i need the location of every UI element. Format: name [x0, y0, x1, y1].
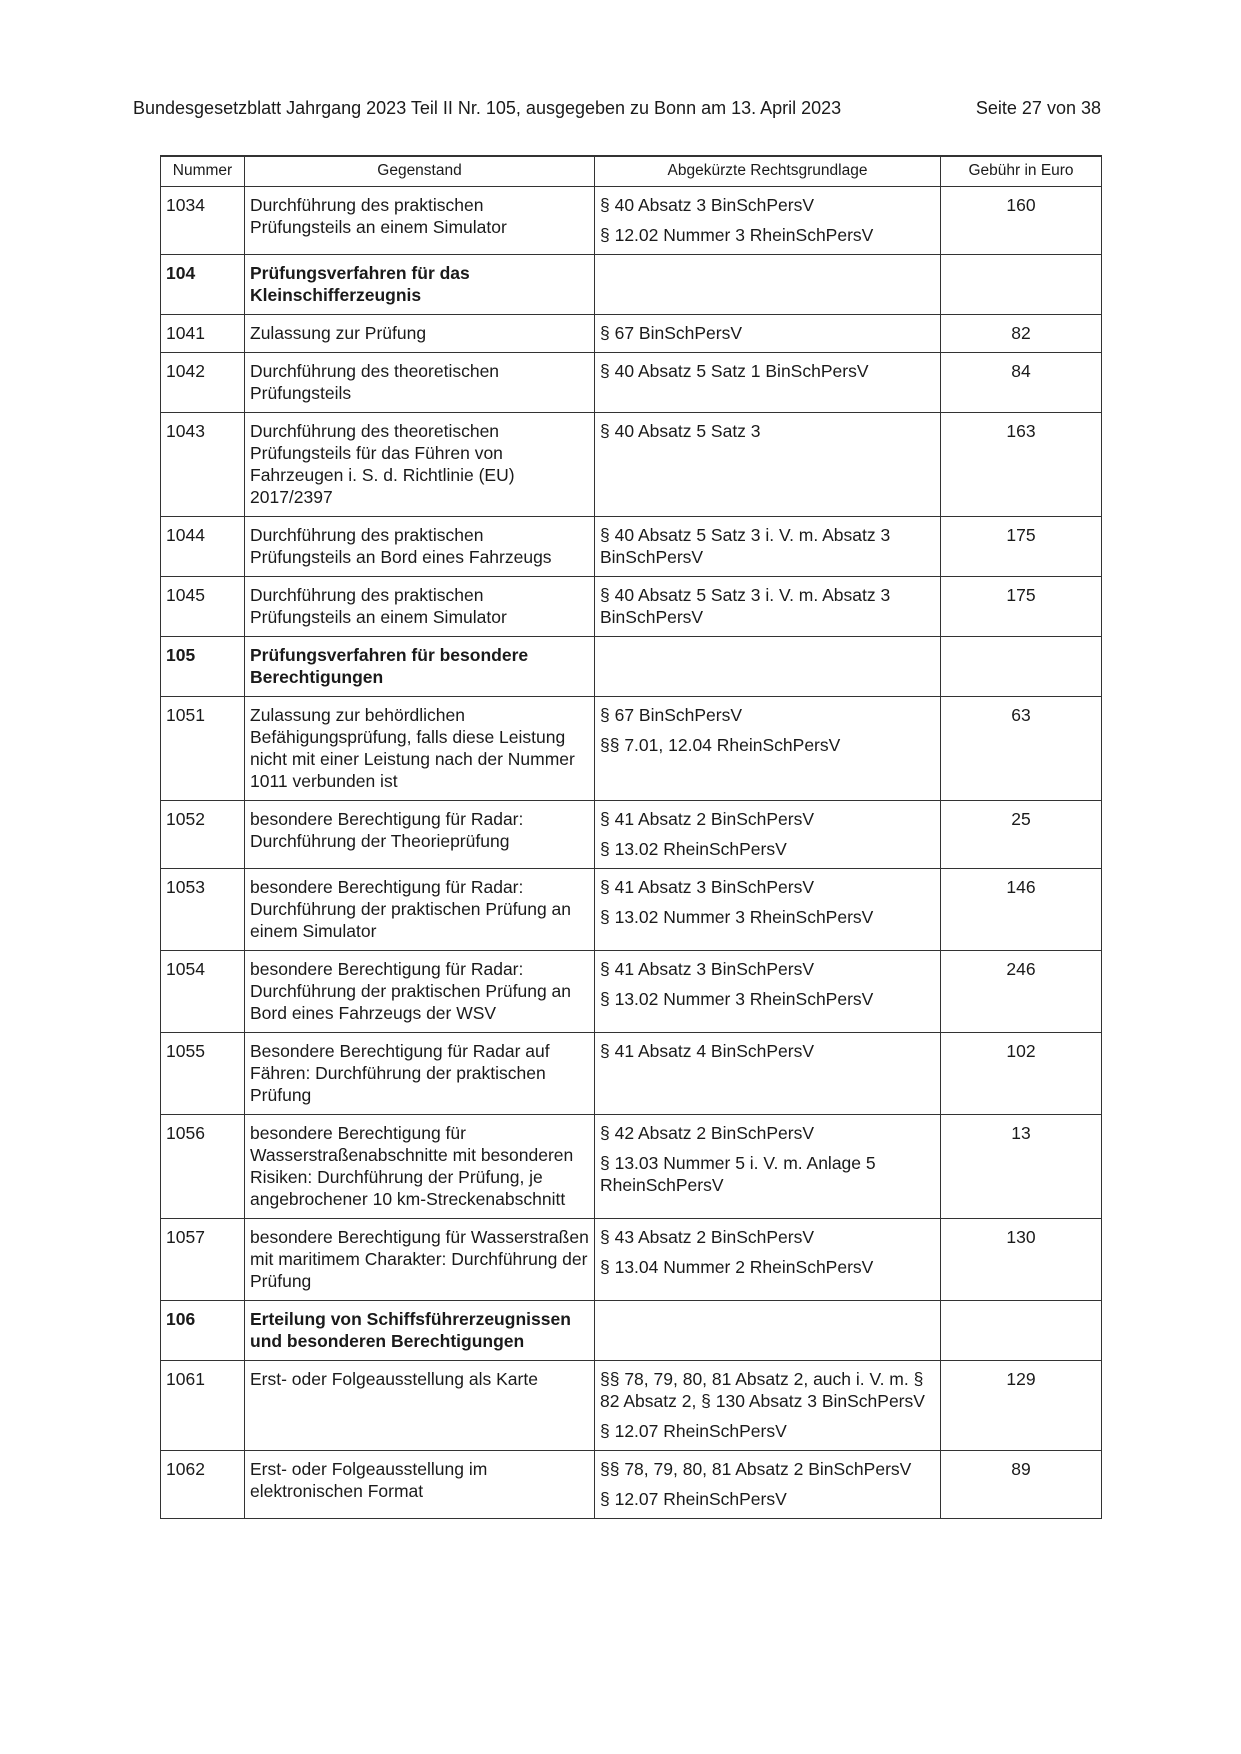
legal-basis-line: §§ 78, 79, 80, 81 Absatz 2 BinSchPersV	[600, 1459, 912, 1479]
row-subject: Durchführung des praktischen Prüfungsteils an einem Simulator	[245, 187, 595, 255]
table-header-row	[161, 156, 1102, 187]
legal-basis-line: § 13.02 Nummer 3 RheinSchPersV	[600, 989, 874, 1009]
legal-basis-line: § 67 BinSchPersV	[600, 323, 743, 343]
row-fee: 129	[941, 1361, 1102, 1451]
row-subject: Durchführung des theoretischen Prüfungsteils für das Führen von Fahrzeugen i. S. d. Richtlinie (EU) 2017/2397	[245, 413, 595, 517]
row-number: 1062	[161, 1451, 245, 1519]
row-number: 106	[161, 1301, 245, 1361]
row-fee: 175	[941, 517, 1102, 577]
row-legal-basis	[595, 1219, 941, 1301]
fee-table	[160, 155, 1102, 1519]
row-fee: 130	[941, 1219, 1102, 1301]
table-row	[161, 697, 1102, 801]
row-subject: Durchführung des theoretischen Prüfungsteils	[245, 353, 595, 413]
row-number: 104	[161, 255, 245, 315]
table-row	[161, 1361, 1102, 1451]
legal-basis-line: § 12.02 Nummer 3 RheinSchPersV	[600, 225, 874, 245]
gazette-reference: Bundesgesetzblatt Jahrgang 2023 Teil II Nr. 105, ausgegeben zu Bonn am 13. April 2023	[133, 98, 842, 118]
row-fee	[941, 255, 1102, 315]
row-number: 1042	[161, 353, 245, 413]
table-row	[161, 517, 1102, 577]
row-number: 1045	[161, 577, 245, 637]
legal-basis-line: § 42 Absatz 2 BinSchPersV	[600, 1123, 815, 1143]
legal-basis-line: § 41 Absatz 3 BinSchPersV	[600, 877, 815, 897]
page-header	[133, 97, 1101, 119]
column-header-fee: Gebühr in Euro	[941, 156, 1102, 187]
row-number: 1056	[161, 1115, 245, 1219]
legal-basis-line: § 40 Absatz 3 BinSchPersV	[600, 195, 815, 215]
legal-basis-line: § 41 Absatz 2 BinSchPersV	[600, 809, 815, 829]
row-subject: Durchführung des praktischen Prüfungsteils an einem Simulator	[245, 577, 595, 637]
row-subject: besondere Berechtigung für Radar: Durchführung der praktischen Prüfung an Bord eines Fahrzeugs der WSV	[245, 951, 595, 1033]
table-row	[161, 1115, 1102, 1219]
row-subject: Erst- oder Folgeausstellung als Karte	[245, 1361, 595, 1451]
row-number: 1057	[161, 1219, 245, 1301]
table-row	[161, 187, 1102, 255]
row-subject: Prüfungsverfahren für das Kleinschifferzeugnis	[245, 255, 595, 315]
row-legal-basis	[595, 1033, 941, 1115]
table-row	[161, 1033, 1102, 1115]
table-row	[161, 951, 1102, 1033]
row-legal-basis	[595, 255, 941, 315]
row-subject: Durchführung des praktischen Prüfungsteils an Bord eines Fahrzeugs	[245, 517, 595, 577]
row-legal-basis	[595, 1115, 941, 1219]
legal-basis-line: § 12.07 RheinSchPersV	[600, 1421, 787, 1441]
legal-basis-line: § 41 Absatz 4 BinSchPersV	[600, 1041, 815, 1061]
column-header-legal-basis: Abgekürzte Rechtsgrundlage	[595, 156, 941, 187]
row-subject: besondere Berechtigung für Radar: Durchführung der praktischen Prüfung an einem Simulator	[245, 869, 595, 951]
section-row	[161, 637, 1102, 697]
legal-basis-line: §§ 78, 79, 80, 81 Absatz 2, auch i. V. m. § 82 Absatz 2, § 130 Absatz 3 BinSchPersV	[600, 1369, 925, 1411]
legal-basis-line: § 13.03 Nummer 5 i. V. m. Anlage 5 RheinSchPersV	[600, 1153, 876, 1195]
legal-basis-line: § 40 Absatz 5 Satz 3 i. V. m. Absatz 3 BinSchPersV	[600, 525, 891, 567]
legal-basis-line: § 12.07 RheinSchPersV	[600, 1489, 787, 1509]
row-legal-basis	[595, 577, 941, 637]
section-row	[161, 1301, 1102, 1361]
table-row	[161, 869, 1102, 951]
row-number: 105	[161, 637, 245, 697]
table-row	[161, 1219, 1102, 1301]
row-legal-basis	[595, 353, 941, 413]
row-legal-basis	[595, 517, 941, 577]
row-number: 1054	[161, 951, 245, 1033]
row-legal-basis	[595, 951, 941, 1033]
legal-basis-line: § 13.02 RheinSchPersV	[600, 839, 787, 859]
row-fee: 13	[941, 1115, 1102, 1219]
column-header-subject: Gegenstand	[245, 156, 595, 187]
table-row	[161, 577, 1102, 637]
row-legal-basis	[595, 315, 941, 353]
row-fee: 63	[941, 697, 1102, 801]
row-fee	[941, 637, 1102, 697]
row-fee: 146	[941, 869, 1102, 951]
row-fee: 25	[941, 801, 1102, 869]
table-row	[161, 413, 1102, 517]
row-fee: 160	[941, 187, 1102, 255]
section-row	[161, 255, 1102, 315]
legal-basis-line: § 40 Absatz 5 Satz 3	[600, 421, 761, 441]
page-number: Seite 27 von 38	[975, 98, 1101, 118]
legal-basis-line: §§ 7.01, 12.04 RheinSchPersV	[600, 735, 841, 755]
row-fee: 246	[941, 951, 1102, 1033]
row-subject: besondere Berechtigung für Wasserstraßenabschnitte mit besonderen Risiken: Durchführung der Prüfung, je angebrochener 10 km-Streckenabschnitt	[245, 1115, 595, 1219]
legal-basis-line: § 13.02 Nummer 3 RheinSchPersV	[600, 907, 874, 927]
row-number: 1043	[161, 413, 245, 517]
row-number: 1041	[161, 315, 245, 353]
table-row	[161, 801, 1102, 869]
row-fee: 82	[941, 315, 1102, 353]
row-legal-basis	[595, 1451, 941, 1519]
row-number: 1044	[161, 517, 245, 577]
row-subject: Zulassung zur Prüfung	[245, 315, 595, 353]
row-subject: besondere Berechtigung für Radar: Durchführung der Theorieprüfung	[245, 801, 595, 869]
row-fee: 175	[941, 577, 1102, 637]
row-legal-basis	[595, 187, 941, 255]
row-subject: Erst- oder Folgeausstellung im elektronischen Format	[245, 1451, 595, 1519]
table-row	[161, 353, 1102, 413]
legal-basis-line: § 67 BinSchPersV	[600, 705, 743, 725]
table-row	[161, 315, 1102, 353]
legal-basis-line: § 40 Absatz 5 Satz 3 i. V. m. Absatz 3 BinSchPersV	[600, 585, 891, 627]
row-number: 1052	[161, 801, 245, 869]
row-fee: 89	[941, 1451, 1102, 1519]
table-row	[161, 1451, 1102, 1519]
row-legal-basis	[595, 413, 941, 517]
row-subject: Zulassung zur behördlichen Befähigungsprüfung, falls diese Leistung nicht mit einer Leistung nach der Nummer 1011 verbunden ist	[245, 697, 595, 801]
row-legal-basis	[595, 697, 941, 801]
row-subject: Erteilung von Schiffsführerzeugnissen und besonderen Berechtigungen	[245, 1301, 595, 1361]
row-legal-basis	[595, 1301, 941, 1361]
row-fee: 84	[941, 353, 1102, 413]
row-number: 1034	[161, 187, 245, 255]
legal-basis-line: § 40 Absatz 5 Satz 1 BinSchPersV	[600, 361, 869, 381]
row-legal-basis	[595, 1361, 941, 1451]
row-legal-basis	[595, 637, 941, 697]
row-fee	[941, 1301, 1102, 1361]
table-body	[161, 187, 1102, 1519]
row-legal-basis	[595, 869, 941, 951]
row-fee: 163	[941, 413, 1102, 517]
column-header-number: Nummer	[161, 156, 245, 187]
row-fee: 102	[941, 1033, 1102, 1115]
legal-basis-line: § 13.04 Nummer 2 RheinSchPersV	[600, 1257, 874, 1277]
row-number: 1061	[161, 1361, 245, 1451]
row-legal-basis	[595, 801, 941, 869]
row-number: 1055	[161, 1033, 245, 1115]
row-number: 1053	[161, 869, 245, 951]
legal-basis-line: § 43 Absatz 2 BinSchPersV	[600, 1227, 815, 1247]
row-subject: Prüfungsverfahren für besondere Berechtigungen	[245, 637, 595, 697]
row-number: 1051	[161, 697, 245, 801]
row-subject: besondere Berechtigung für Wasserstraßen mit maritimem Charakter: Durchführung der Prüfung	[245, 1219, 595, 1301]
row-subject: Besondere Berechtigung für Radar auf Fähren: Durchführung der praktischen Prüfung	[245, 1033, 595, 1115]
legal-basis-line: § 41 Absatz 3 BinSchPersV	[600, 959, 815, 979]
